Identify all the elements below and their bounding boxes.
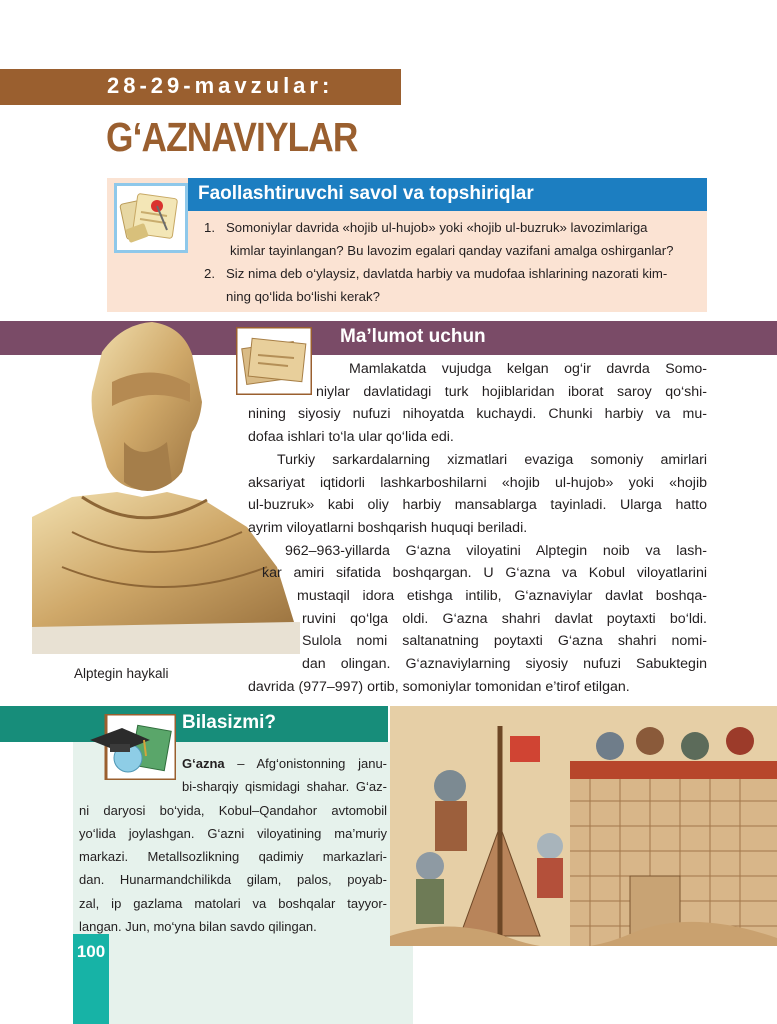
- info-line: Sulola nomi saltanatning poytaxti G‘azna shahri nomi-: [302, 633, 707, 650]
- term: G‘azna: [182, 756, 225, 771]
- activation-item: [204, 216, 694, 262]
- did-you-know-body: [79, 752, 387, 938]
- info-line: Mamlakatda vujudga kelgan og‘ir davrda Somo-: [349, 361, 707, 377]
- info-line: dan olingan. G‘aznaviylarning siyosiy nufuzi Sabuktegin: [302, 656, 707, 673]
- page-title: G‘AZNAVIYLAR: [106, 114, 358, 160]
- did-you-know-line: yo‘lida joylashgan. G‘azni viloyatining ma’muriy: [79, 825, 387, 841]
- info-line: niylar davlatidagi turk hojiblaridan iborat saroy qo‘shi-: [316, 383, 707, 400]
- info-line: mustaqil idora etishga intilib, G‘aznaviylar davlat boshqa-: [297, 588, 707, 605]
- info-line: dofaa ishlari to‘la ular qo‘lida edi.: [248, 429, 454, 446]
- notes-pin-icon: [117, 186, 185, 250]
- info-line: Turkiy sarkardalarning xizmatlari evaziga somoniy amirlari: [277, 451, 707, 468]
- activation-list: [204, 216, 694, 308]
- did-you-know-line: bi-sharqiy qismidagi shahar. G‘az-: [182, 779, 387, 795]
- info-line: ayrim viloyatlarni boshqarish huquqi beriladi.: [248, 519, 528, 536]
- activation-item: [204, 262, 694, 308]
- did-you-know-line: dan. Hunarmandchilikda gilam, palos, poyab-: [79, 872, 387, 888]
- item-line: ning qo‘lida bo‘lishi kerak?: [226, 289, 380, 304]
- info-body: [248, 358, 707, 699]
- item-number: 2.: [204, 266, 215, 281]
- did-you-know-heading: Bilasizmi?: [182, 712, 276, 733]
- topic-label: 28-29-mavzular:: [107, 73, 334, 98]
- activation-heading: Faollashtiruvchi savol va topshiriqlar: [198, 183, 534, 204]
- did-you-know-line: zal, ip gazlama matolari va boshqalar tayyor-: [79, 895, 387, 911]
- did-you-know-line-text: – Afg‘onistonning janu-: [224, 756, 387, 771]
- info-line: ul-buzruk» kabi oliy harbiy mansablarga tayinladi. Ularga hatto: [248, 497, 707, 514]
- statue-caption: Alptegin haykali: [74, 666, 169, 681]
- info-line: nining siyosiy nufuzi nihoyatda kuchaydi. Chunki harbiy va mu-: [248, 406, 707, 423]
- did-you-know-line: ni daryosi bo‘yida, Kobul–Qandahor avtomobil: [79, 802, 387, 818]
- item-number: 1.: [204, 220, 215, 235]
- did-you-know-line: langan. Jun, mo‘yna bilan savdo qilingan.: [79, 919, 317, 935]
- info-line: 962–963-yillarda G‘azna viloyatini Alptegin noib va lash-: [285, 542, 707, 559]
- info-line: ruvini qo‘lga oldi. G‘azna shahri davlat poytaxti bo‘ldi.: [302, 610, 707, 627]
- did-you-know-line: markazi. Metallsozlikning qadimiy markazlari-: [79, 849, 387, 865]
- info-heading: Ma’lumot uchun: [340, 326, 486, 347]
- info-line: aksariyat iqtidorli lashkarboshilarni «hojib ul-hujob» yoki «hojib: [248, 474, 707, 491]
- activation-icon-frame: [114, 183, 188, 253]
- item-line: kimlar tayinlangan? Bu lavozim egalari qanday vazifani amalga oshirganlar?: [230, 243, 674, 258]
- item-line: Siz nima deb o‘ylaysiz, davlatda harbiy va mudofaa ishlarining nazorati kim-: [226, 266, 668, 281]
- info-line: kar amiri sifatida boshqargan. U G‘azna va Kobul viloyatlarini: [262, 565, 707, 582]
- siege-miniature-painting: [390, 706, 777, 946]
- page-number: 100: [76, 942, 106, 961]
- item-line: Somoniylar davrida «hojib ul-hujob» yoki «hojib ul-buzruk» lavozimlariga: [226, 220, 648, 235]
- did-you-know-line: [182, 752, 387, 775]
- info-line: davrida (977–997) ortib, somoniylar tomonidan e’tirof etilgan.: [248, 678, 630, 695]
